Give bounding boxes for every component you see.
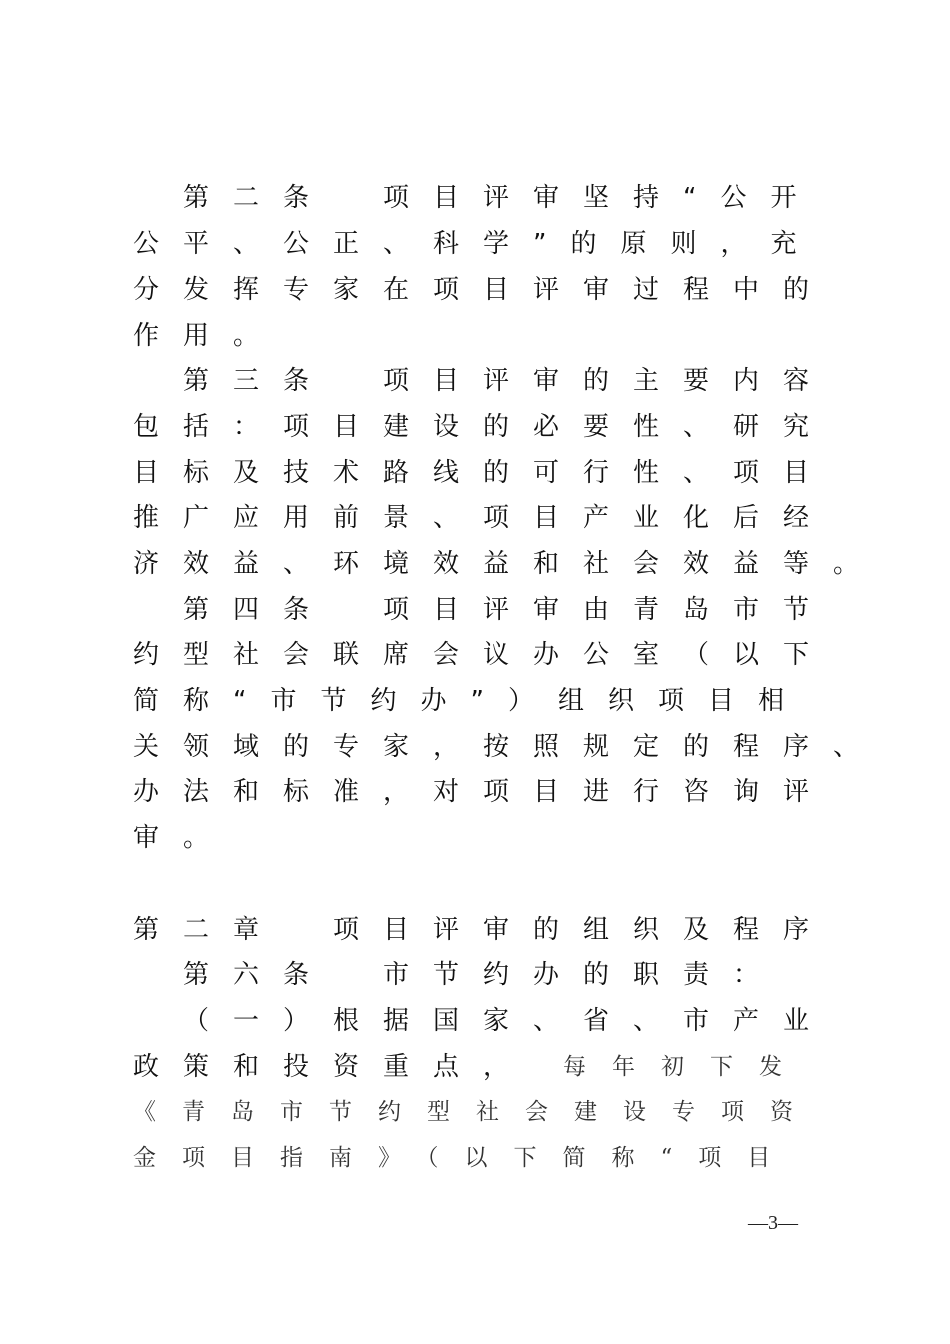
page-number: —3— (748, 1212, 798, 1234)
article-3-line-3: 目标及技术路线的可行性、项目 (133, 458, 834, 488)
article-4-line-1: 第四条 项目评审由青岛市节 (183, 595, 834, 625)
article-6-item-1-line-4: 金项目指南》（以下简称“项目 (133, 1145, 797, 1171)
article-3-line-2: 包括：项目建设的必要性、研究 (133, 412, 834, 442)
article-6-item-1-line-1: （一）根据国家、省、市产业 (183, 1006, 834, 1036)
article-4-line-6: 审。 (133, 823, 234, 853)
article-3-line-1: 第三条 项目评审的主要内容 (183, 366, 834, 396)
chapter-2-heading: 第二章 项目评审的组织及程序 (133, 915, 834, 945)
article-2-line-4: 作用。 (133, 321, 284, 351)
article-4-line-2: 约型社会联席会议办公室（以下 (133, 640, 834, 670)
article-2-line-1: 第二条 项目评审坚持“公开 (183, 183, 821, 213)
article-3-line-5: 济效益、环境效益和社会效益等。 (133, 549, 884, 579)
article-6-heading: 第六条 市节约办的职责： (183, 960, 784, 990)
article-4-line-4: 关领域的专家，按照规定的程序、 (133, 732, 884, 762)
article-2-line-3: 分发挥专家在项目评审过程中的 (133, 275, 834, 305)
article-6-item-1-line-2a: 政策和投资重点， (133, 1052, 534, 1082)
article-6-item-1-line-3: 《青岛市节约型社会建设专项资 (133, 1099, 819, 1125)
article-4-line-5: 办法和标准，对项目进行咨询评 (133, 777, 834, 807)
article-3-line-4: 推广应用前景、项目产业化后经 (133, 503, 834, 533)
article-4-line-3: 简称“市节约办”）组织项目相 (133, 686, 808, 716)
article-6-item-1-line-2b: 每年初下发 (563, 1054, 808, 1080)
article-2-line-2: 公平、公正、科学”的原则，充 (133, 229, 821, 259)
